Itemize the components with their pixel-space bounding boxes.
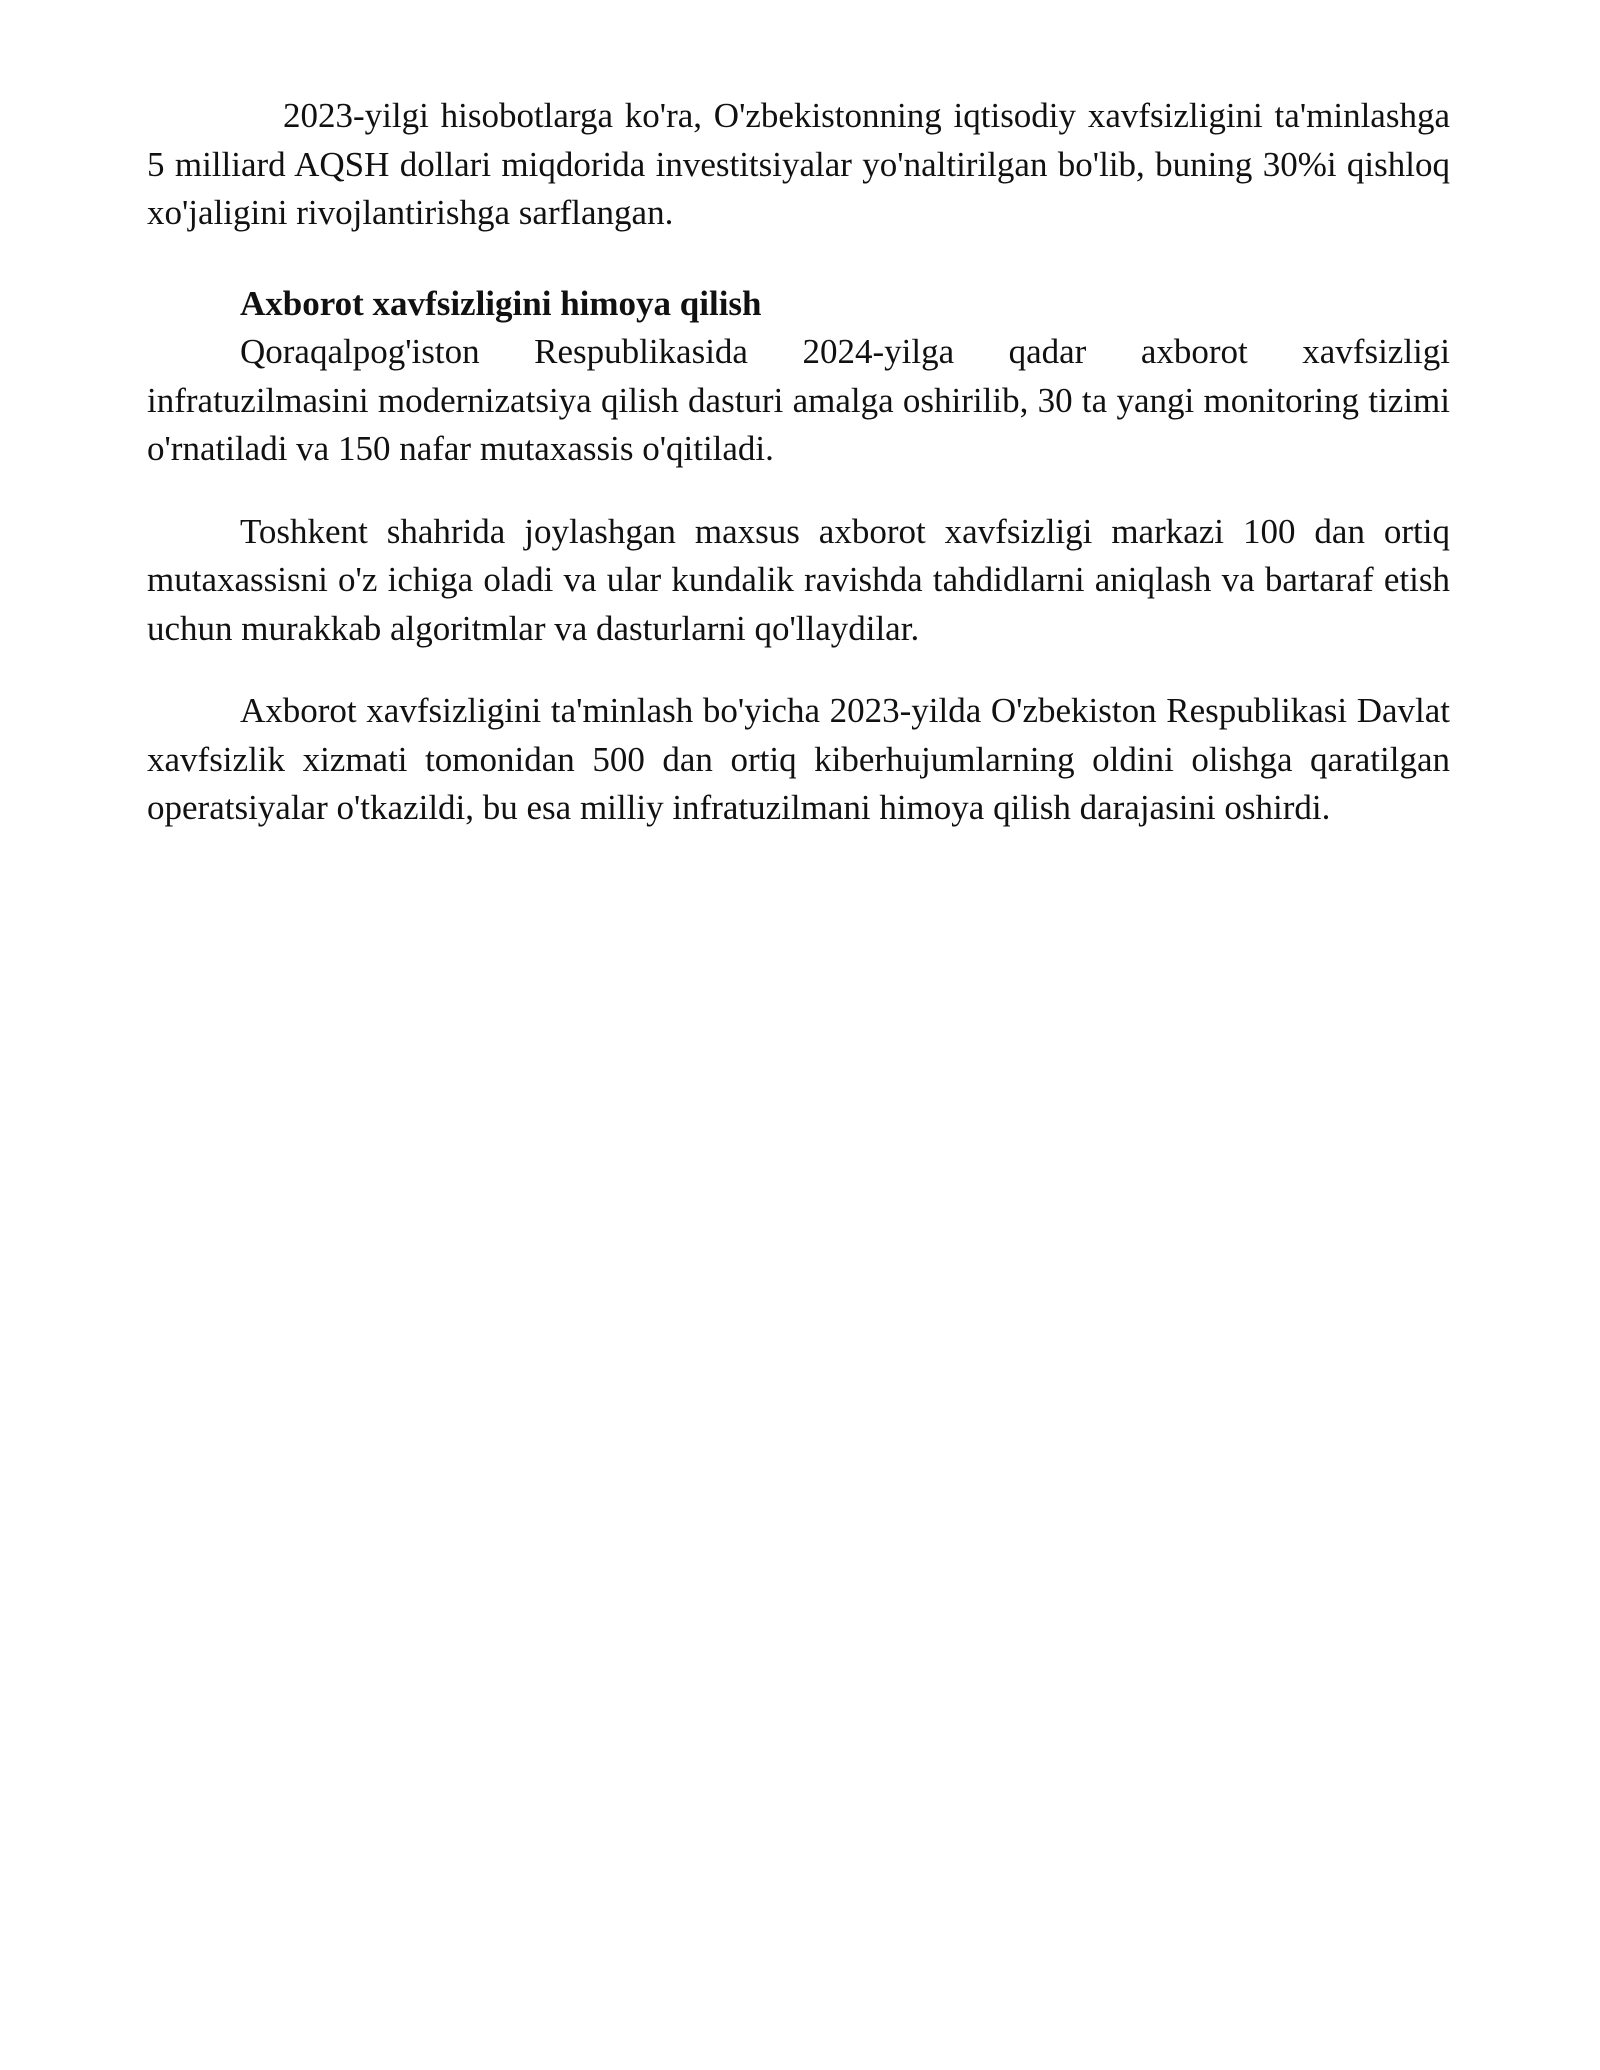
document-body — [147, 92, 1450, 833]
section-heading: Axborot xavfsizligini himoya qilish — [240, 283, 762, 323]
paragraph-karakalpakstan: Qoraqalpog'iston Respublikasida 2024-yilga qadar axborot xavfsizligi infratuzilmasini modernizatsiya qilish dasturi amalga oshirilib, 30 ta yangi monitoring tizimi o'rnatiladi va 150 nafar mutaxassis o'qitiladi. — [147, 332, 1450, 468]
paragraph-tashkent-center: Toshkent shahrida joylashgan maxsus axborot xavfsizligi markazi 100 dan ortiq mutaxassisni o'z ichiga oladi va ular kundalik ravishda tahdidlarni aniqlash va bartaraf etish uchun murakkab algoritmlar va dasturlarni qo'llaydilar. — [147, 511, 1450, 648]
paragraph-security-service: Axborot xavfsizligini ta'minlash bo'yicha 2023-yilda O'zbekiston Respublikasi Davlat xavfsizlik xizmati tomonidan 500 dan ortiq kiberhujumlarning oldini olishga qaratilgan operatsiyalar o'tkazildi, bu esa milliy infratuzilmani himoya qilish darajasini oshirdi. — [147, 691, 1450, 827]
paragraph-investments: 2023-yilgi hisobotlarga ko'ra, O'zbekistonning iqtisodiy xavfsizligini ta'minlashga 5 milliard AQSH dollari miqdorida investitsiyalar yo'naltirilgan bo'lib, buning 30%i qishloq xo'jaligini rivojlantirishga sarflangan. — [147, 96, 1450, 232]
